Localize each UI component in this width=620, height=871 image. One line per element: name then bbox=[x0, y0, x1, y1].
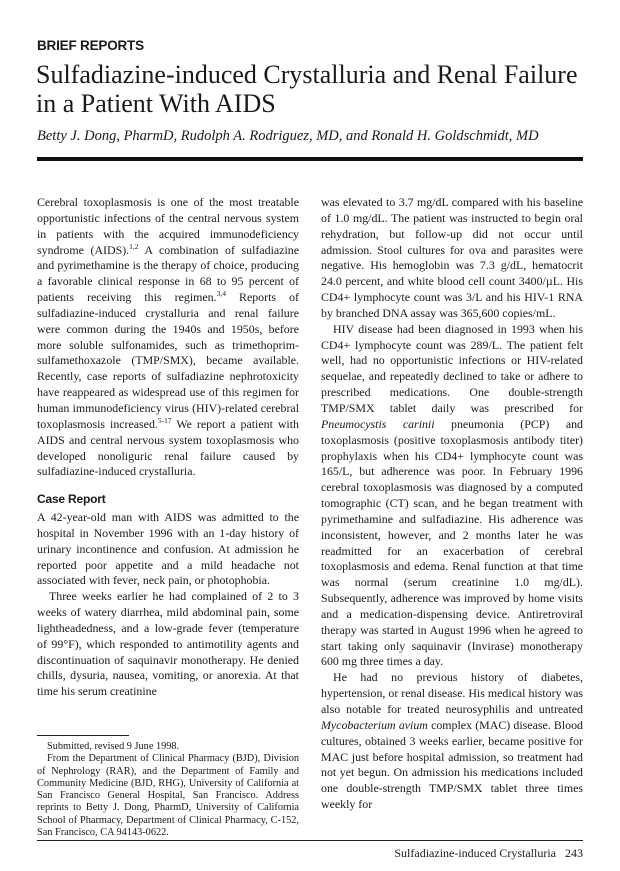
labs-paragraph: was elevated to 3.7 mg/dL compared with his baseline of 1.0 mg/dL. The patient was instructed to begin oral rehydration, but follow-up did not occur until admission. Stool cultures for ova and parasites were negative. His hemoglobin was 7.3 g/dL, hematocrit 24.0 percent, and white blood cell count 3400/µL. His CD4+ lymphocyte count was 3/L and his HIV-1 RNA by branched DNA assay was 365,600 copies/mL. bbox=[321, 195, 583, 320]
history-text-b: pneumonia (PCP) and toxoplasmosis (positive toxoplasmosis antibody titer) prophylaxis when his CD4+ lymphocyte count was 165/L, but adherence was poor. In February 1996 cerebral toxoplasmosis was diagnosed by a computed tomographic (CT) scan, and he began treatment with pyrimethamine and sulfadiazine. His adherence was inconsistent, however, and 2 months later he was readmitted for an exacerbation of cerebral toxoplasmosis and edema. Renal function at that time was normal (serum creatinine 1.0 mg/dL). Subsequently, adherence was improved by home visits and a medication-dispensing device. Antiretroviral therapy was started in August 1996 when he agreed to start taking only saquinavir (Invirase) monotherapy 600 mg three times a day. bbox=[321, 416, 583, 669]
citation-3-4: 3,4 bbox=[216, 289, 226, 299]
intro-paragraph bbox=[37, 195, 299, 480]
pneumocystis-term: Pneumocystis carinii bbox=[321, 416, 435, 431]
article-title: Sulfadiazine-induced Crystalluria and Renal Failure in a Patient With AIDS bbox=[36, 60, 578, 118]
page-footer bbox=[388, 846, 583, 861]
title-divider bbox=[37, 157, 583, 161]
running-title: Sulfadiazine-induced Crystalluria bbox=[394, 846, 556, 860]
case-paragraph-2: Three weeks earlier he had complained of 2 to 3 weeks of watery diarrhea, mild abdominal pain, some lightheadedness, and a low-grade fever (temperature of 99°F), which responded to antimotility agents and discontinuation of saquinavir monotherapy. He denied chills, dysuria, nausea, vomiting, or anorexia. At that time his serum creatinine bbox=[37, 589, 299, 699]
mycobacterium-term: Mycobacterium avium bbox=[321, 717, 428, 732]
page-number: 243 bbox=[565, 846, 583, 860]
footnote-divider bbox=[37, 735, 129, 736]
footnotes bbox=[37, 741, 299, 839]
case-paragraph-1: A 42-year-old man with AIDS was admitted to the hospital in November 1996 with an 1-day history of urinary incontinence and confusion. At admission he reported poor appetite and a mild headache not associated with fever, neck pain, or photophobia. bbox=[37, 510, 299, 588]
right-column bbox=[321, 195, 583, 813]
medical-history-text-b: complex (MAC) disease. Blood cultures, obtained 3 weeks earlier, became positive for MAC just before hospital admission, so treatment had not yet begun. On admission his medications included one double-strength TMP/SMX tablet three times weekly for bbox=[321, 717, 583, 812]
section-label: BRIEF REPORTS bbox=[37, 38, 144, 53]
case-report-heading: Case Report bbox=[37, 492, 106, 507]
intro-text-a: Cerebral toxoplasmosis is one of the most treatable opportunistic infections of the central nervous system in patients with the acquired immunodeficiency syndrome (AIDS). bbox=[37, 195, 299, 257]
intro-text-b: A combination of sulfadiazine and pyrimethamine is the therapy of choice, producing a favorable clinical response in 68 to 95 percent of patients receiving this regimen. bbox=[37, 242, 299, 305]
affiliation-note: From the Department of Clinical Pharmacy (BJD), Division of Nephrology (RAR), and the Department of Family and Community Medicine (BJD, RHG), University of California at San Francisco General Hospital, San Francisco. Address reprints to Betty J. Dong, PharmD, University of California School of Pharmacy, Department of Clinical Pharmacy, C-152, San Francisco, CA 94143-0622. bbox=[37, 753, 299, 839]
medical-history-text-a: He had no previous history of diabetes, hypertension, or renal disease. His medical history was also notable for treated neurosyphilis and untreated bbox=[321, 670, 583, 716]
intro-text-c: Reports of sulfadiazine-induced crystalluria and renal failure were common during the 1940s and 1950s, before more soluble sulfonamides, such as trimethoprim-sulfamethoxazole (TMP/SMX), became available. Recently, case reports of sulfadiazine nephrotoxicity have reappeared as widespread use of this regimen for human immunodeficiency virus (HIV)-related cerebral toxoplasmosis increased. bbox=[37, 290, 300, 431]
citation-5-17: 5-17 bbox=[157, 415, 172, 425]
history-text-a: HIV disease had been diagnosed in 1993 when his CD4+ lymphocyte count was 289/L. The patient felt well, had no opportunistic infections or HIV-related sequelae, and repeatedly declined to take or adhere to prescribed medications. One double-strength TMP/SMX tablet daily was prescribed for bbox=[321, 321, 583, 415]
submitted-note: Submitted, revised 9 June 1998. bbox=[47, 741, 180, 752]
history-paragraph bbox=[321, 322, 583, 671]
intro-text-d: We report a patient with AIDS and central nervous system toxoplasmosis who developed nonoliguric renal failure caused by sulfadiazine-induced crystalluria. bbox=[37, 416, 299, 479]
medical-history-paragraph bbox=[321, 670, 583, 813]
author-line: Betty J. Dong, PharmD, Rudolph A. Rodriguez, MD, and Ronald H. Goldschmidt, MD bbox=[37, 128, 539, 144]
left-column bbox=[37, 195, 299, 700]
citation-1-2: 1,2 bbox=[129, 241, 139, 251]
footer-divider bbox=[37, 840, 583, 841]
